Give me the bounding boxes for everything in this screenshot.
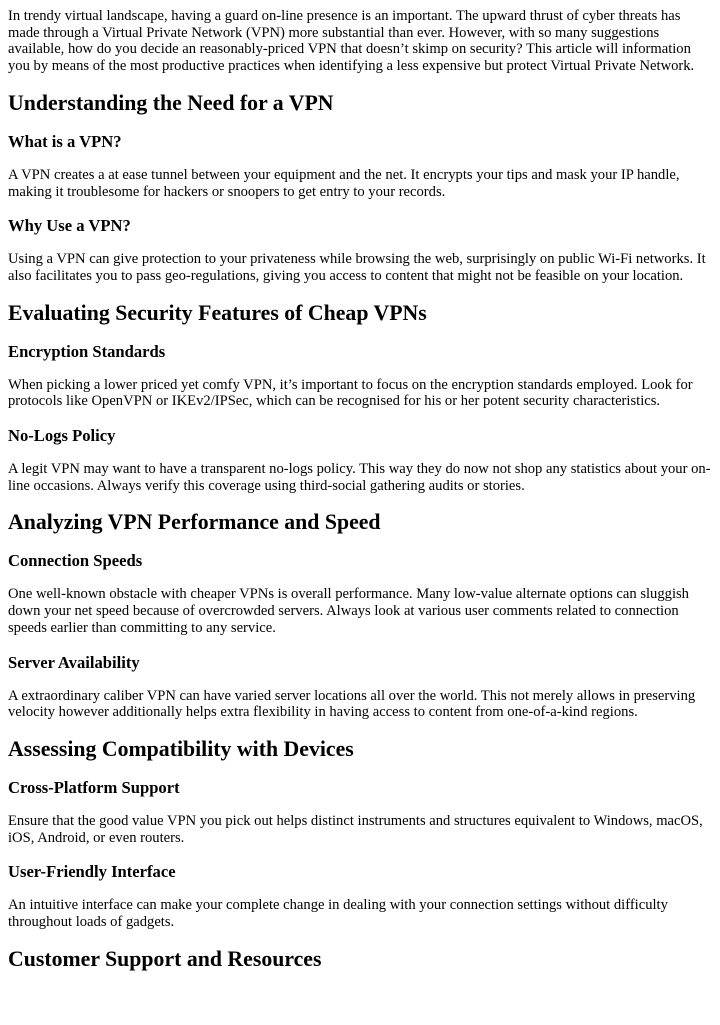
subsection-paragraph: An intuitive interface can make your complete change in dealing with your connection settings without difficulty throughout loads of gadgets.	[8, 897, 668, 931]
article	[0, 8, 720, 972]
subsection-heading: Connection Speeds	[8, 551, 143, 571]
subsection-heading: Cross-Platform Support	[8, 777, 180, 797]
subsection-heading: Server Availability	[8, 652, 140, 672]
subsection-paragraph: When picking a lower priced yet comfy VPN, it’s important to focus on the encryption standards employed. Look for protocols like OpenVPN or IKEv2/IPSec, which can be recognised for his or her potent security characteristics.	[8, 376, 693, 410]
subsection-heading: Encryption Standards	[8, 341, 166, 361]
subsection-paragraph: A legit VPN may want to have a transparent no-logs policy. This way they do now not shop any statistics about your on-line occasions. Always verify this coverage using third-social gathering audits or stories.	[8, 461, 711, 494]
subsection-heading: No-Logs Policy	[8, 426, 116, 446]
subsection-paragraph: Ensure that the good value VPN you pick out helps distinct instruments and structures equivalent to Windows, macOS, iOS, Android, or even routers.	[8, 812, 703, 846]
intro-paragraph: In trendy virtual landscape, having a guard on-line presence is an important. The upward thrust of cyber threats has made through a Virtual Private Network (VPN) more substantial than ever. However, with so many suggestions available, how do you decide an reasonably-priced VPN that doesn’t skimp on security? This article will information you by means of the most productive practices when identifying a less expensive but protect Virtual Private Network.	[8, 8, 695, 75]
subsection-paragraph: A extraordinary caliber VPN can have varied server locations all over the world. This not merely allows in preserving velocity however additionally helps extra flexibility in having access to content from one-of-a-kind regions.	[8, 687, 696, 721]
section-heading: Understanding the Need for a VPN	[8, 90, 334, 115]
section-heading: Analyzing VPN Performance and Speed	[8, 510, 381, 535]
subsection-heading: Why Use a VPN?	[8, 216, 131, 236]
subsection-paragraph: One well-known obstacle with cheaper VPNs is overall performance. Many low-value alternate options can sluggish down your net speed because of overcrowded servers. Always look at various user comments related to connection speeds earlier than committing to any service.	[8, 586, 689, 636]
section-heading: Evaluating Security Features of Cheap VPNs	[8, 300, 427, 325]
subsection-heading: What is a VPN?	[8, 131, 122, 151]
subsection-paragraph: Using a VPN can give protection to your privateness while browsing the web, surprisingly on public Wi-Fi networks. It also facilitates you to pass geo-regulations, giving you access to content that might not be feasible on your location.	[8, 251, 706, 284]
subsection-paragraph: A VPN creates a at ease tunnel between your equipment and the net. It encrypts your tips and mask your IP handle, making it troublesome for hackers or snoopers to get entry to your records.	[8, 166, 680, 200]
section-heading: Customer Support and Resources	[8, 946, 322, 971]
subsection-heading: User-Friendly Interface	[8, 862, 176, 882]
section-heading: Assessing Compatibility with Devices	[8, 736, 354, 761]
